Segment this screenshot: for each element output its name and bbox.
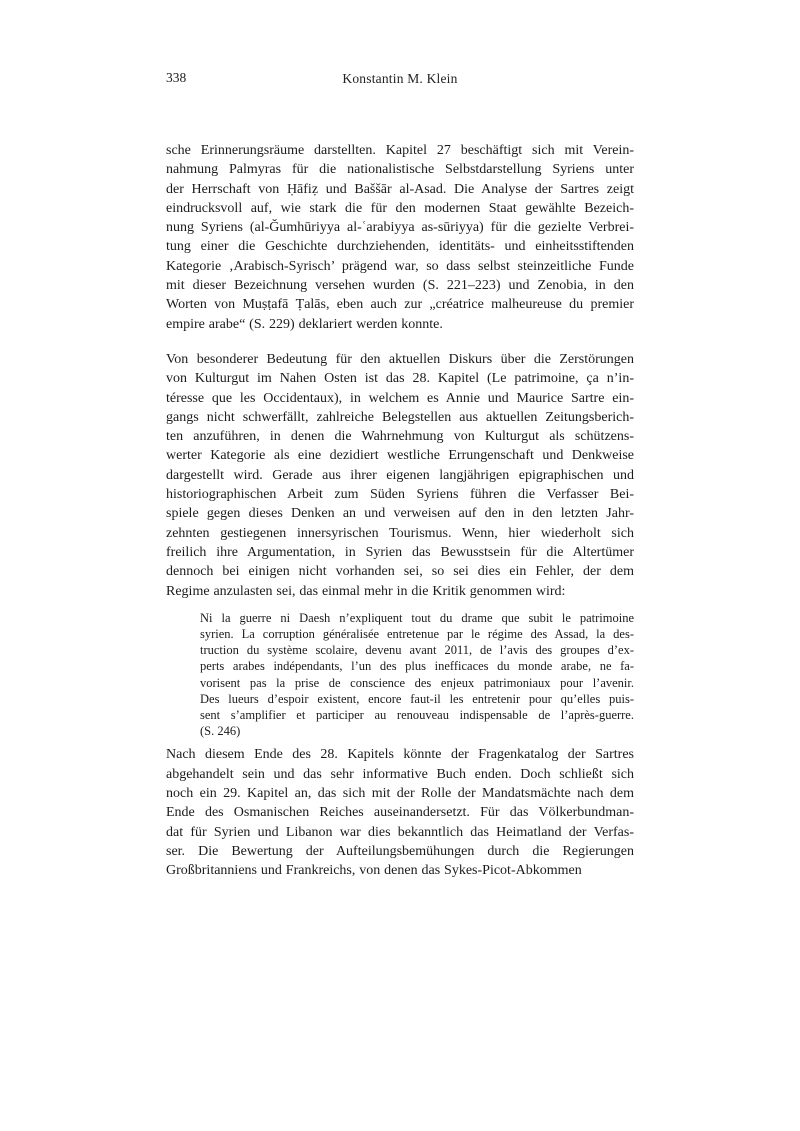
page-number: 338	[166, 70, 187, 85]
text-line: gangs nicht schwerfällt, zahlreiche Belegstellen aus aktuellen Zeitungsberich-	[166, 409, 634, 425]
text-line: nung Syriens (al-Ǧumhūriyya al-ʿarabiyya as-sūriyya) für die gezielte Verbrei-	[166, 220, 634, 236]
text-line: empire arabe“ (S. 229) deklariert werden konnte.	[166, 316, 443, 332]
text-line: Regime anzulasten sei, das einmal mehr in die Kritik genommen wird:	[166, 583, 566, 599]
text-line: abgehandelt sein und das sehr informative Buch enden. Doch schließt sich	[166, 766, 634, 782]
text-line: nahmung Palmyras für die nationalistische Selbstdarstellung Syriens unter	[166, 162, 634, 178]
text-line: truction du système scolaire, devenu avant 2011, de l’avis des groupes d’ex-	[200, 643, 634, 658]
text-line: werter Kategorie als eine dezidiert westliche Errungenschaft und Denkweise	[166, 448, 634, 464]
text-line: der Herrschaft von Ḥāfiẓ und Baššār al-Asad. Die Analyse der Sartres zeigt	[166, 181, 634, 197]
running-header	[166, 70, 634, 90]
text-line: historiographischen Arbeit zum Süden Syriens führen die Verfasser Bei-	[166, 487, 634, 503]
text-line: noch ein 29. Kapitel an, das sich mit der Rolle der Mandatsmächte nach dem	[166, 786, 634, 802]
text-line: mit dieser Bezeichnung versehen wurden (S. 221–223) und Zenobia, in den	[166, 278, 634, 294]
text-line: vorisent pas la prise de conscience des enjeux patrimoniaux pour l’avenir.	[200, 675, 634, 690]
text-line: téresse que les Occidentaux), in welchem es Annie und Maurice Sartre ein-	[166, 390, 634, 406]
text-line: von Kulturgut im Nahen Osten ist das 28. Kapitel (Le patrimoine, ça n’in-	[166, 371, 634, 387]
text-line: Großbritanniens und Frankreichs, von denen das Sykes-Picot-Abkommen	[166, 863, 582, 879]
paragraph	[166, 745, 634, 880]
text-line: perts arabes indépendants, l’un des plus inefficaces du monde arabe, ne fa-	[200, 659, 634, 674]
block-quote	[166, 610, 634, 740]
text-block	[166, 141, 634, 881]
paragraph	[166, 141, 634, 334]
text-line: tung einer die Geschichte durchziehenden, identitäts- und einheitsstiftenden	[166, 239, 634, 255]
text-line: dennoch bei einigen nicht vorhanden sei, so sei dies ein Fehler, der dem	[166, 564, 634, 580]
text-line: Des lueurs d’espoir existent, encore faut-il les entretenir pour qu’elles puis-	[200, 691, 634, 706]
text-line: (S. 246)	[200, 724, 241, 739]
text-line: sche Erinnerungsräume darstellten. Kapitel 27 beschäftigt sich mit Verein-	[166, 143, 634, 158]
text-line: Worten von Muṣṭafā Ṭalās, eben auch zur „créatrice malheureuse du premier	[166, 297, 634, 313]
text-line: eindrucksvoll auf, wie stark die für den modernen Staat gewählte Bezeich-	[166, 200, 634, 216]
paragraph	[166, 350, 634, 601]
text-line: dargestellt wird. Gerade aus ihrer eigenen langjährigen epigraphischen und	[166, 467, 634, 483]
text-line: sent s’amplifier et participer au renouveau indispensable de l’après-guerre.	[200, 708, 634, 723]
text-line: zehnten gestiegenen innersyrischen Tourismus. Wenn, hier wiederholt sich	[166, 525, 634, 541]
text-line: ten anzuführen, in denen die Wahrnehmung von Kulturgut als schützens-	[166, 429, 634, 445]
text-line: Von besonderer Bedeutung für den aktuellen Diskurs über die Zerstörungen	[166, 351, 634, 367]
text-line: syrien. La corruption généralisée entretenue par le régime des Assad, la des-	[200, 627, 634, 642]
text-line: Ni la guerre ni Daesh n’expliquent tout du drame que subit le patrimoine	[200, 610, 634, 625]
text-line: Kategorie ‚Arabisch-Syrisch’ prägend war, so dass selbst steinzeitliche Funde	[166, 258, 634, 274]
text-line: Ende des Osmanischen Reiches auseinandersetzt. Für das Völkerbundman-	[166, 805, 634, 821]
running-title: Konstantin M. Klein	[342, 71, 458, 86]
text-line: freilich ihre Argumentation, in Syrien das Bewusstsein für die Altertümer	[166, 544, 634, 560]
text-line: dat für Syrien und Libanon war dies bekanntlich das Heimatland der Verfas-	[166, 824, 634, 840]
text-line: spiele gegen dieses Denken an und verweisen auf den in den letzten Jahr-	[166, 506, 634, 522]
text-line: Nach diesem Ende des 28. Kapitels könnte der Fragenkatalog der Sartres	[166, 747, 634, 763]
text-line: ser. Die Bewertung der Aufteilungsbemühungen durch die Regierungen	[166, 843, 634, 859]
